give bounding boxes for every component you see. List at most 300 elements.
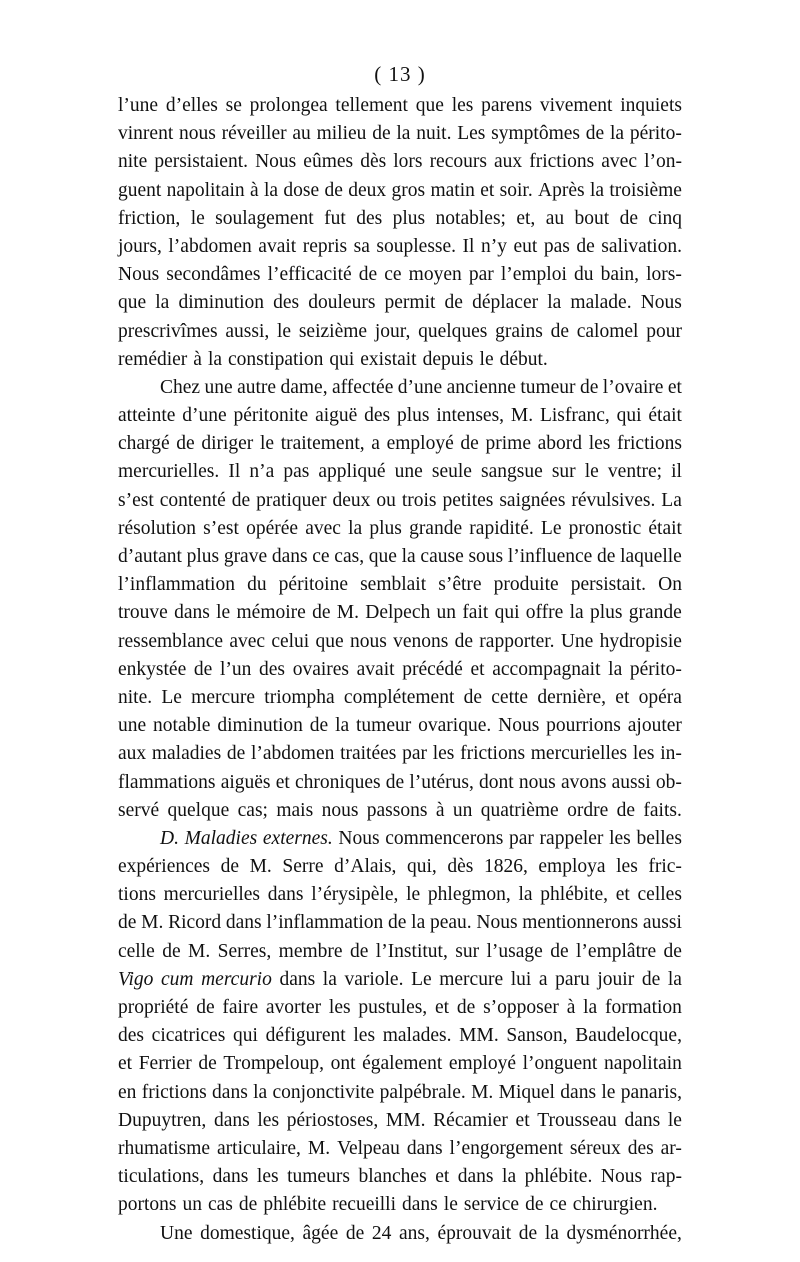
word: parens (481, 95, 533, 116)
word: périostoses, (286, 1109, 379, 1131)
word: les (616, 856, 638, 878)
word: la (348, 517, 363, 539)
word: ancienne (446, 376, 516, 398)
word: Serre (282, 856, 324, 878)
word: produite (493, 574, 559, 596)
word: Ricord (168, 912, 222, 934)
word: autre (237, 376, 277, 398)
word: calomel (576, 320, 639, 342)
word: existait (360, 348, 417, 370)
word: résolution (118, 517, 196, 539)
word: notable (153, 715, 211, 737)
word: prime (485, 433, 531, 455)
word: mercure (191, 686, 256, 708)
word: la (264, 179, 279, 201)
word: sur (455, 940, 480, 962)
word: réveiller (221, 123, 287, 145)
word: constipation (228, 348, 324, 370)
word: révulsives. (571, 489, 656, 511)
text-line (118, 938, 682, 966)
word: était (648, 405, 682, 427)
word: pustules, (358, 997, 428, 1018)
word: la (609, 123, 625, 145)
word: qui (616, 405, 642, 427)
word: D. (160, 827, 179, 849)
word: mercurio (201, 968, 272, 990)
word: l’ovaire (602, 376, 664, 398)
word: n’y (480, 235, 507, 257)
word: les (256, 1166, 279, 1188)
word: le (584, 461, 599, 483)
word: blanches (358, 1166, 427, 1188)
word: rap- (650, 1166, 682, 1188)
word: nous (518, 771, 556, 793)
word: de (550, 320, 569, 342)
word: dans (212, 1166, 249, 1188)
word: avec (601, 151, 637, 173)
word: l’abdomen (168, 235, 252, 257)
word: et (615, 686, 630, 708)
text-line (118, 515, 682, 543)
word: qui (232, 1025, 258, 1047)
word: dernière, (537, 686, 607, 708)
text-line (118, 233, 682, 261)
word: et (515, 1109, 530, 1131)
word: ressemblance (118, 630, 224, 652)
word: la (253, 1081, 268, 1103)
word: la (401, 546, 416, 567)
word: ajouter (627, 715, 682, 737)
word: opéra (638, 686, 682, 708)
word: troisième (609, 179, 682, 201)
word: petites (442, 489, 494, 511)
word: que (368, 546, 397, 567)
word: cas; (237, 799, 268, 821)
word: grains (495, 320, 543, 342)
text-line (118, 402, 682, 430)
word: ce (312, 546, 330, 567)
word: complétement (343, 686, 455, 708)
word: Nous (640, 292, 682, 314)
word: le (406, 884, 421, 906)
word: de (198, 1053, 217, 1075)
word: de (162, 940, 181, 962)
word: la (667, 968, 682, 990)
word: que (415, 95, 444, 116)
word: par (508, 827, 534, 849)
word: de (385, 771, 405, 793)
word: la (544, 1222, 559, 1244)
word: lui (510, 968, 532, 990)
word: tumeur (520, 376, 576, 398)
word: d’une (182, 405, 227, 427)
word: que (315, 630, 344, 652)
word: dans (402, 1194, 438, 1216)
word: celle (118, 940, 155, 962)
word: Sanson, (506, 1025, 568, 1047)
word: l’Institut, (375, 940, 448, 962)
word: souplesse. (376, 235, 457, 257)
word: in- (660, 743, 682, 765)
word: Nous (338, 827, 380, 849)
text-line (118, 599, 682, 627)
word: par (402, 743, 427, 765)
word: Ferrier (138, 1053, 192, 1075)
text-line (118, 261, 682, 289)
word: quelques (418, 320, 488, 342)
word: également (362, 1053, 443, 1075)
word: sangsue (481, 461, 543, 483)
word: prolongea (249, 95, 328, 116)
word: de (456, 997, 476, 1018)
word: recours (429, 151, 487, 173)
word: de (193, 658, 213, 680)
word: d’autant (118, 546, 182, 567)
word: la (608, 658, 623, 680)
word: persistaient. (154, 151, 248, 173)
word: triompha (264, 686, 335, 708)
word: lors- (646, 264, 682, 286)
word: faire (222, 997, 259, 1018)
word: le (443, 1194, 458, 1216)
word: dès (360, 151, 387, 173)
text-line (118, 487, 682, 515)
word: a (371, 433, 380, 455)
word: pronostic (568, 517, 642, 539)
word: plus (396, 405, 430, 427)
word: dans (406, 1137, 443, 1159)
word: seule (431, 461, 472, 483)
word: cum (160, 968, 194, 990)
word: et (667, 376, 682, 398)
word: Une (160, 1222, 193, 1244)
word: du (247, 574, 267, 596)
word: pratiquer (256, 489, 327, 511)
word: passons (366, 799, 428, 821)
word: externes. (262, 827, 333, 849)
word: M. (471, 1081, 494, 1103)
word: âgée (302, 1222, 339, 1244)
word: et (434, 997, 450, 1018)
word: bain, (600, 264, 640, 286)
word: domestique, (200, 1222, 295, 1244)
word: gros (391, 179, 426, 201)
word: périto- (629, 658, 682, 680)
word: friction, (118, 207, 181, 229)
word: l’un (219, 658, 252, 680)
word: jour, (374, 320, 411, 342)
word: séreux (569, 1137, 621, 1159)
word: prescrivîmes (118, 320, 218, 342)
word: variole. (344, 968, 404, 990)
word: l’efficacité (267, 264, 352, 286)
word: Récamier (433, 1109, 508, 1131)
word: symptômes (491, 123, 581, 145)
word: de (641, 968, 661, 990)
word: atteinte (118, 405, 176, 427)
word: déplacer (472, 292, 539, 314)
text-line (118, 853, 682, 881)
word: le (601, 1081, 616, 1103)
word: la (411, 912, 426, 934)
word: précédé (402, 658, 463, 680)
word: dans (624, 1109, 661, 1131)
text-line (118, 769, 682, 797)
word: mercure (439, 968, 504, 990)
word: aussi (642, 912, 682, 934)
word: rappeler (539, 827, 604, 849)
word: le (190, 207, 205, 229)
word: des (118, 1025, 144, 1047)
word: vivement (539, 95, 613, 116)
word: de (176, 433, 195, 455)
word: chirurgien. (572, 1194, 658, 1216)
word: articulaire, (217, 1137, 301, 1159)
text-line (118, 1079, 682, 1107)
word: Vigo (118, 968, 154, 990)
word: rapidité. (469, 517, 534, 539)
word: eûmes (303, 151, 354, 173)
word: des (627, 1137, 654, 1159)
word: péritonite (233, 405, 309, 427)
word: abord (537, 433, 583, 455)
word: La (661, 489, 682, 511)
word: Les (457, 123, 486, 145)
word: ont (330, 1053, 356, 1075)
word: de (345, 1222, 365, 1244)
word: n’a (249, 461, 275, 483)
word: qui (329, 348, 355, 370)
word: et (275, 771, 290, 793)
word: des (356, 207, 383, 229)
word: phlébite. (524, 1166, 593, 1188)
word: frictions (617, 433, 682, 455)
word: maladies (151, 743, 222, 765)
word: le (259, 433, 275, 455)
word: traitées (340, 743, 397, 765)
word: ce (384, 264, 402, 286)
word: ventre; (607, 461, 663, 483)
word: ce (549, 1194, 567, 1216)
word: propriété (118, 997, 189, 1018)
word: de (238, 1194, 258, 1216)
word: semblait (360, 574, 427, 596)
text-line (118, 92, 682, 120)
word: Nous (255, 151, 297, 173)
word: dysménorrhée, (566, 1222, 682, 1244)
word: permit (384, 292, 436, 314)
word: faits. (643, 799, 682, 821)
word: contenté (159, 489, 226, 511)
word: moyen (408, 264, 462, 286)
word: l’emploi (500, 264, 567, 286)
word: le (216, 602, 231, 624)
word: employé (448, 1053, 516, 1075)
word: une (394, 461, 423, 483)
word: grave (223, 546, 268, 567)
word: douleurs (308, 292, 376, 314)
word: palpébrale. (379, 1081, 466, 1103)
word: chroniques (295, 771, 381, 793)
word: par (468, 264, 494, 286)
word: et (435, 1166, 450, 1188)
text-line (118, 1135, 682, 1163)
word: tellement (335, 95, 408, 116)
word: les (451, 95, 474, 116)
word: M. (141, 912, 164, 934)
word: frictions (460, 743, 526, 765)
word: mémoire (236, 602, 306, 624)
word: qui, (406, 856, 437, 878)
word: vinrent (118, 123, 174, 145)
body-text (118, 92, 682, 1248)
text-line (118, 177, 682, 205)
word: Nous (498, 715, 540, 737)
word: s’est (118, 489, 154, 511)
text-line (118, 1107, 682, 1135)
word: les (588, 433, 611, 455)
word: nite. (118, 686, 153, 708)
word: fric- (648, 856, 682, 878)
word: nous (321, 799, 359, 821)
word: de (597, 546, 616, 567)
word: a (538, 968, 548, 990)
word: l’on- (644, 151, 682, 173)
text-line (118, 1220, 682, 1248)
word: belles (636, 827, 682, 849)
word: dans (213, 1109, 250, 1131)
word: M. (510, 405, 534, 427)
word: tumeurs (287, 1166, 350, 1188)
text-line (118, 1022, 682, 1050)
word: Baudelocque, (575, 1025, 682, 1047)
word: que (118, 292, 147, 314)
word: les (257, 1109, 280, 1131)
word: les (353, 1025, 376, 1047)
word: de (372, 123, 391, 145)
word: pas (283, 461, 310, 483)
text-line (118, 458, 682, 486)
word: saignées (499, 489, 566, 511)
word: cette (491, 686, 529, 708)
word: repris (302, 235, 348, 257)
word: de (118, 912, 137, 934)
word: eut (513, 235, 538, 257)
word: début. (499, 348, 548, 370)
word: d’elles (165, 95, 218, 116)
word: les (328, 997, 351, 1018)
word: peau. (429, 912, 472, 934)
word: des (273, 292, 300, 314)
word: diminution (178, 292, 265, 314)
word: à (435, 799, 445, 821)
word: 1826, (483, 856, 528, 878)
word: celles (637, 884, 682, 906)
word: seizième (298, 320, 368, 342)
word: phlegmon, (427, 884, 511, 906)
word: aux (118, 743, 147, 765)
word: avons (560, 771, 607, 793)
word: panaris, (620, 1081, 682, 1103)
word: à (250, 179, 259, 201)
word: phlébite, (540, 884, 608, 906)
word: soir. (499, 179, 533, 201)
word: aussi (611, 771, 651, 793)
text-line (118, 909, 682, 937)
word: Serres, (217, 940, 272, 962)
word: la (569, 602, 584, 624)
word: l’abdomen (250, 743, 335, 765)
word: de (585, 123, 605, 145)
word: recueilli (332, 1194, 397, 1216)
word: membre (278, 940, 343, 962)
word: un (182, 1194, 202, 1216)
word: Le (161, 686, 182, 708)
text-line (118, 628, 682, 656)
word: aux (494, 151, 523, 173)
word: expériences (118, 856, 211, 878)
word: deux (348, 179, 387, 201)
word: la (322, 968, 337, 990)
word: un (436, 602, 457, 624)
text-line (118, 205, 682, 233)
word: les (609, 827, 631, 849)
word: la (502, 1166, 517, 1188)
word: pas (543, 235, 570, 257)
word: guent (118, 179, 162, 201)
text-line (118, 825, 682, 853)
word: milieu (316, 123, 367, 145)
word: s’être (438, 574, 482, 596)
word: de (388, 912, 407, 934)
word: la (583, 997, 598, 1018)
word: mercurielles. (118, 461, 220, 483)
word: tumeur (356, 715, 412, 737)
word: de (460, 433, 479, 455)
word: remédier (118, 348, 188, 370)
word: et (615, 884, 630, 906)
word: qui (494, 602, 520, 624)
word: de (349, 940, 369, 962)
word: un (452, 799, 473, 821)
text-line (118, 797, 682, 825)
word: Lisfranc, (539, 405, 610, 427)
word: cicatrices (151, 1025, 226, 1047)
word: secondâmes (166, 264, 261, 286)
text-line (118, 684, 682, 712)
word: l’utérus, (409, 771, 474, 793)
word: Delpech (365, 602, 431, 624)
word: d’Alais, (334, 856, 397, 878)
word: diriger (201, 433, 254, 455)
word: s’opposer (483, 997, 559, 1018)
word: de (196, 997, 215, 1018)
word: les (432, 743, 455, 765)
word: pour (646, 320, 682, 342)
word: périto- (629, 123, 682, 145)
word: ans, (399, 1222, 430, 1244)
word: mais (276, 799, 314, 821)
word: l’onguent (522, 1053, 598, 1075)
word: persistait. (570, 574, 647, 596)
word: fut (324, 207, 346, 229)
text-line (118, 1050, 682, 1078)
word: l’inflammation (266, 912, 384, 934)
word: et (470, 658, 485, 680)
word: défigurent (265, 1025, 346, 1047)
word: avait (258, 235, 297, 257)
text-line (118, 712, 682, 740)
